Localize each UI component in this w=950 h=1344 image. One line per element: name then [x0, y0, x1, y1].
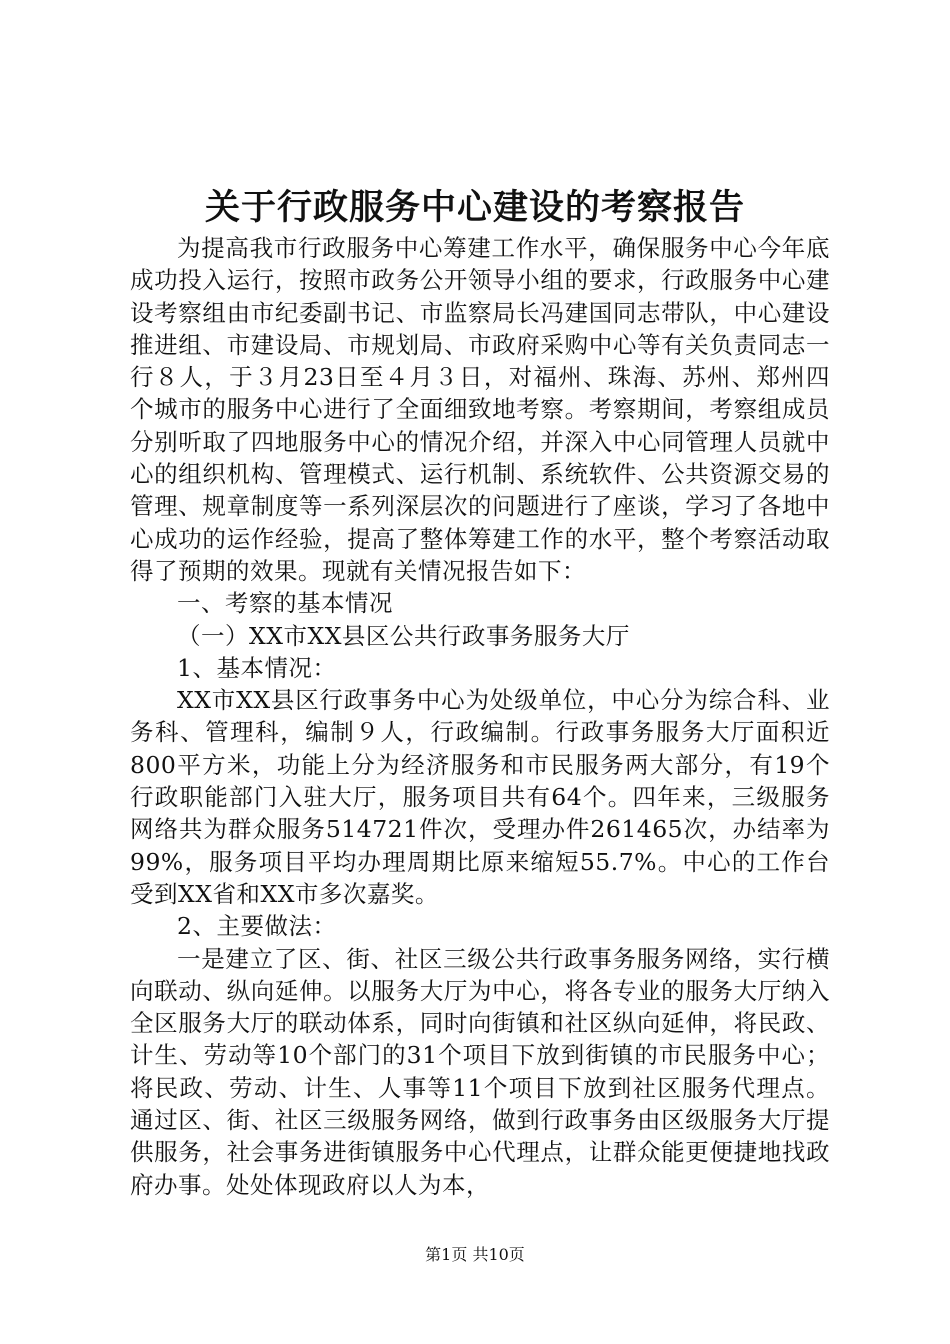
- section-heading-1: 一、考察的基本情况: [177, 589, 393, 618]
- main-practices-paragraph: 一是建立了区、街、社区三级公共行政事务服务网络，实行横向联动、纵向延伸。以服务大厅为中心，将各专业的服务大厅纳入全区服务大厅的联动体系，同时向街镇和社区纵向延伸，将民政、计生、劳动等10个部门的31个项目下放到街镇的市民服务中心；将民政、劳动、计生、人事等11个项目下放到社区服务代理点。通过区、街、社区三级服务网络，做到行政事务由区级服务大厅提供服务，社会事务进街镇服务中心代理点，让群众能更便捷地找政府办事。处处体现政府以人为本，: [130, 944, 830, 1199]
- intro-paragraph: 为提高我市行政服务中心筹建工作水平，确保服务中心今年底成功投入运行，按照市政务公开领导小组的要求，行政服务中心建设考察组由市纪委副书记、市监察局长冯建国同志带队，中心建设推进组、市建设局、市规划局、市政府采购中心等有关负责同志一行８人，于３月23日至４月３日，对福州、珠海、苏州、郑州四个城市的服务中心进行了全面细致地考察。考察期间，考察组成员分别听取了四地服务中心的情况介绍，并深入中心同管理人员就中心的组织机构、管理模式、运行机制、系统软件、公共资源交易的管理、规章制度等一系列深层次的问题进行了座谈，学习了各地中心成功的运作经验，提高了整体筹建工作的水平，整个考察活动取得了预期的效果。现就有关情况报告如下：: [130, 234, 830, 585]
- document-body: [130, 232, 830, 1201]
- item-heading-basic-situation: 1、基本情况：: [177, 653, 337, 682]
- subsection-heading-1: （一）XX市XX县区公共行政事务服务大厅: [177, 621, 630, 650]
- item-heading-main-practices: 2、主要做法：: [177, 912, 337, 941]
- page-number-footer: 第1页 共10页: [425, 1245, 525, 1264]
- basic-situation-paragraph: XX市XX县区行政事务中心为处级单位，中心分为综合科、业务科、管理科，编制９人，行政编制。行政事务服务大厅面积近800平方米，功能上分为经济服务和市民服务两大部分，有19个行政职能部门入驻大厅，服务项目共有64个。四年来，三级服务网络共为群众服务514721件次，受理办件261465次，办结率为99%，服务项目平均办理周期比原来缩短55.7%。中心的工作台受到XX省和XX市多次嘉奖。: [130, 686, 830, 908]
- document-title: 关于行政服务中心建设的考察报告: [204, 187, 745, 228]
